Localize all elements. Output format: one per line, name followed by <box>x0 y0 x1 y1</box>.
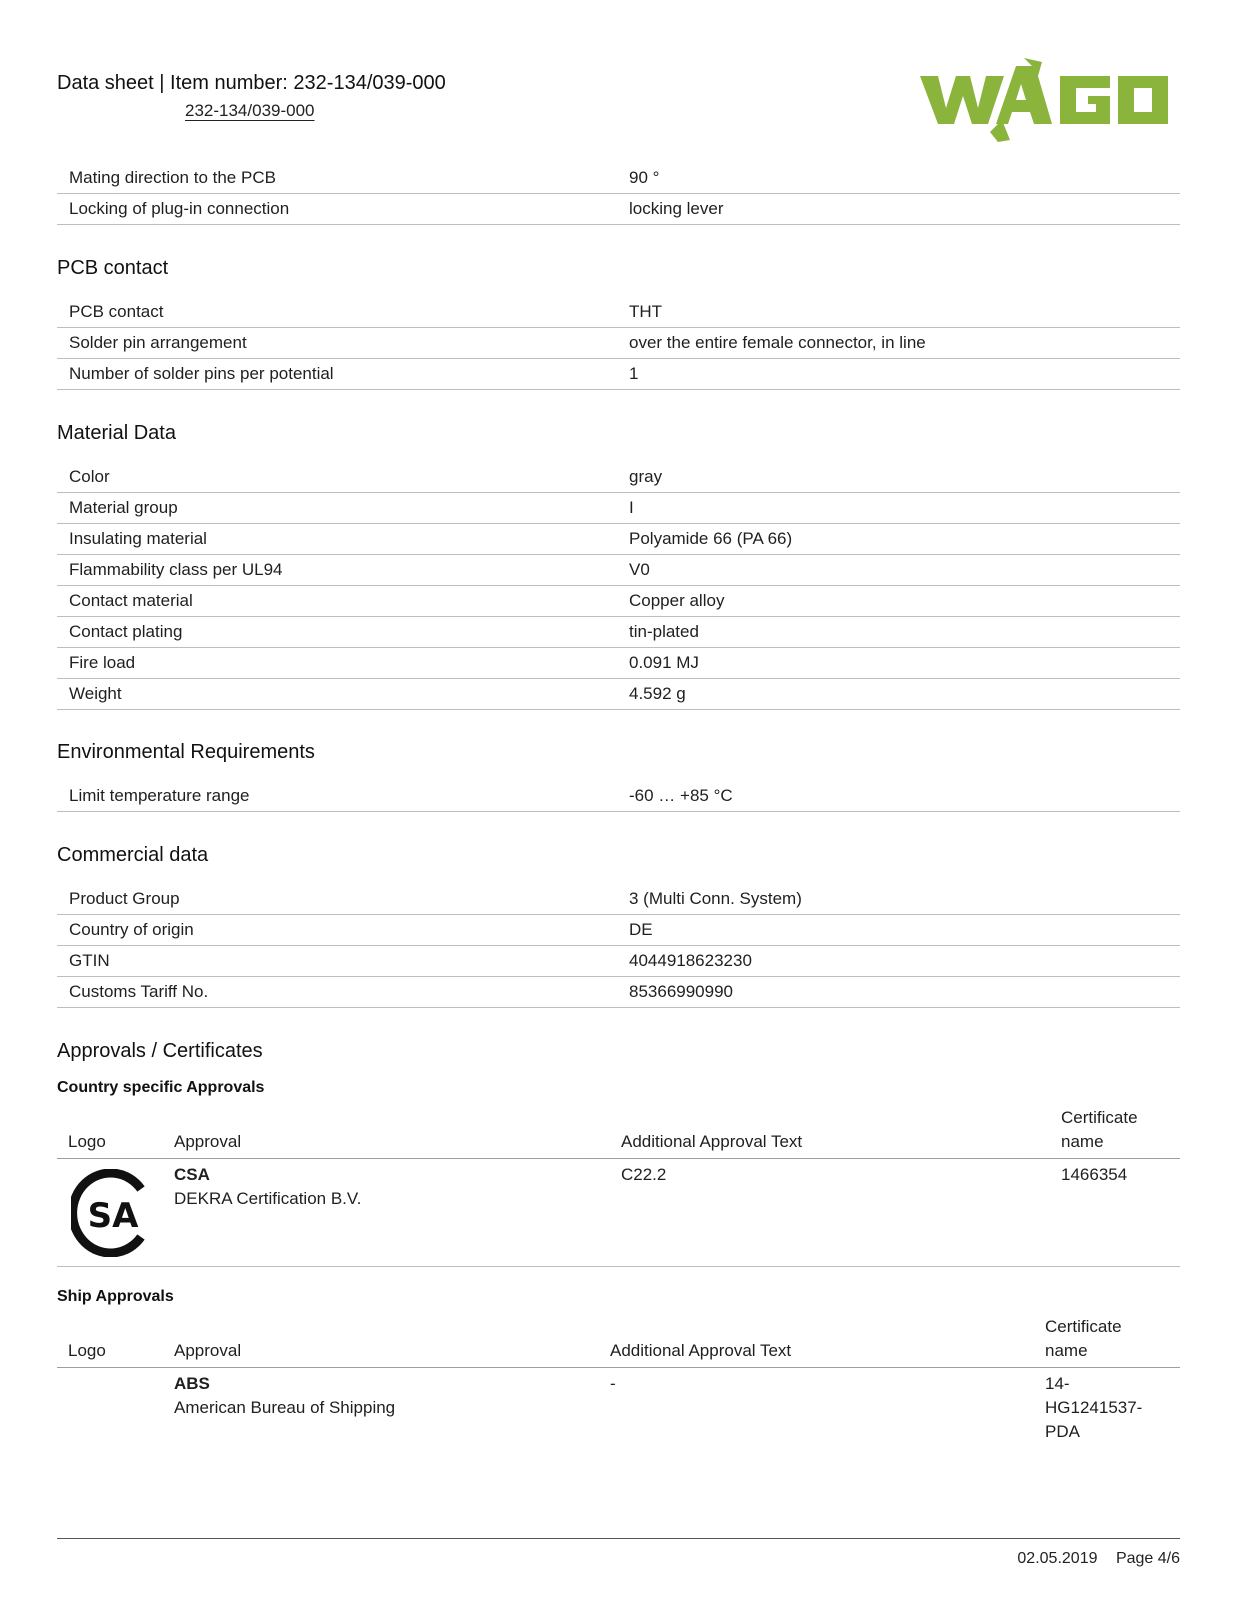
section-title-material-data: Material Data <box>57 422 176 444</box>
table-header <box>57 1102 1180 1159</box>
property-label: Flammability class per UL94 <box>57 555 617 586</box>
section-title-pcb-contact: PCB contact <box>57 257 169 279</box>
table-row <box>57 462 1180 493</box>
wago-logo <box>920 58 1178 144</box>
section-title-commercial: Commercial data <box>57 844 209 866</box>
approval-name: CSA <box>174 1165 210 1184</box>
table-row <box>57 297 1180 328</box>
column-header-certificate-name: name <box>1045 1341 1088 1360</box>
column-header-certificate: Certificate <box>1045 1317 1122 1336</box>
footer-divider <box>57 1538 1180 1539</box>
property-value: 1 <box>617 359 1180 390</box>
property-value: gray <box>617 462 1180 493</box>
table-row <box>57 1368 1180 1452</box>
material-data-table <box>57 462 1180 710</box>
property-value: 4.592 g <box>617 679 1180 710</box>
property-label: Insulating material <box>57 524 617 555</box>
additional-approval-text: - <box>610 1374 616 1393</box>
column-header-logo: Logo <box>68 1341 106 1360</box>
page-title: Data sheet | Item number: 232-134/039-000 <box>57 72 446 94</box>
table-row <box>57 493 1180 524</box>
property-value: I <box>617 493 1180 524</box>
property-label: Number of solder pins per potential <box>57 359 617 390</box>
table-row <box>57 586 1180 617</box>
pcb-contact-table <box>57 297 1180 390</box>
property-value: 4044918623230 <box>617 946 1180 977</box>
table-row <box>57 359 1180 390</box>
property-value: 85366990990 <box>617 977 1180 1008</box>
column-header-approval: Approval <box>174 1341 242 1360</box>
table-row <box>57 946 1180 977</box>
logo-text: WAGO <box>920 58 924 59</box>
certificate-name-line-2: HG1241537- <box>1045 1398 1143 1417</box>
property-label: Contact plating <box>57 617 617 648</box>
property-label: Mating direction to the PCB <box>57 163 617 194</box>
property-value: locking lever <box>617 194 1180 225</box>
table-row <box>57 648 1180 679</box>
footer <box>1003 1550 1180 1568</box>
property-label: Product Group <box>57 884 617 915</box>
column-header-additional: Additional Approval Text <box>610 1341 792 1360</box>
property-label: GTIN <box>57 946 617 977</box>
csa-logo-icon <box>71 1169 151 1257</box>
table-row <box>57 555 1180 586</box>
country-approvals-table <box>57 1102 1180 1267</box>
property-label: Contact material <box>57 586 617 617</box>
property-value: 90 ° <box>617 163 1180 194</box>
property-value: V0 <box>617 555 1180 586</box>
column-header-certificate: Certificate <box>1061 1108 1138 1127</box>
table-row <box>57 163 1180 194</box>
table-header <box>57 1311 1180 1368</box>
property-value: tin-plated <box>617 617 1180 648</box>
additional-approval-text: C22.2 <box>621 1165 667 1184</box>
property-label: Fire load <box>57 648 617 679</box>
table-row <box>57 977 1180 1008</box>
property-label: Locking of plug-in connection <box>57 194 617 225</box>
section-title-environmental: Environmental Requirements <box>57 741 315 763</box>
section-title-approvals: Approvals / Certificates <box>57 1040 263 1062</box>
table-row <box>57 915 1180 946</box>
approval-name: ABS <box>174 1374 210 1393</box>
approval-issuer: DEKRA Certification B.V. <box>174 1189 362 1208</box>
table-row <box>57 617 1180 648</box>
subsection-title-ship: Ship Approvals <box>57 1288 174 1305</box>
property-value: Polyamide 66 (PA 66) <box>617 524 1180 555</box>
property-label: Solder pin arrangement <box>57 328 617 359</box>
property-value: DE <box>617 915 1180 946</box>
table-row <box>57 194 1180 225</box>
property-label: Customs Tariff No. <box>57 977 617 1008</box>
property-value: Copper alloy <box>617 586 1180 617</box>
csa-logo-text: SA <box>87 1196 139 1236</box>
table-row <box>57 781 1180 812</box>
property-label: Limit temperature range <box>57 781 617 812</box>
table-row <box>57 524 1180 555</box>
column-header-logo: Logo <box>68 1132 106 1151</box>
certificate-name-line-3: PDA <box>1045 1422 1080 1441</box>
property-label: PCB contact <box>57 297 617 328</box>
table-row <box>57 679 1180 710</box>
commercial-table <box>57 884 1180 1008</box>
table-row <box>57 884 1180 915</box>
ship-approvals-table <box>57 1311 1180 1452</box>
column-header-approval: Approval <box>174 1132 242 1151</box>
property-label: Weight <box>57 679 617 710</box>
certificate-name: 1466354 <box>1061 1165 1128 1184</box>
property-value: 3 (Multi Conn. System) <box>617 884 1180 915</box>
subsection-title-country-specific: Country specific Approvals <box>57 1079 265 1096</box>
property-label: Color <box>57 462 617 493</box>
footer-page-number: Page 4/6 <box>1115 1550 1180 1567</box>
property-value: over the entire female connector, in line <box>617 328 1180 359</box>
property-value: -60 … +85 °C <box>617 781 1180 812</box>
environmental-table <box>57 781 1180 812</box>
property-label: Country of origin <box>57 915 617 946</box>
property-label: Material group <box>57 493 617 524</box>
footer-date: 02.05.2019 <box>1017 1550 1098 1567</box>
approval-issuer: American Bureau of Shipping <box>174 1398 396 1417</box>
top-properties-table <box>57 163 1180 225</box>
table-row <box>57 328 1180 359</box>
column-header-additional: Additional Approval Text <box>621 1132 803 1151</box>
table-row <box>57 1159 1180 1267</box>
property-value: 0.091 MJ <box>617 648 1180 679</box>
item-number-link[interactable]: 232-134/039-000 <box>185 101 315 120</box>
certificate-name-line-1: 14- <box>1045 1374 1070 1393</box>
column-header-certificate-name: name <box>1061 1132 1104 1151</box>
property-value: THT <box>617 297 1180 328</box>
